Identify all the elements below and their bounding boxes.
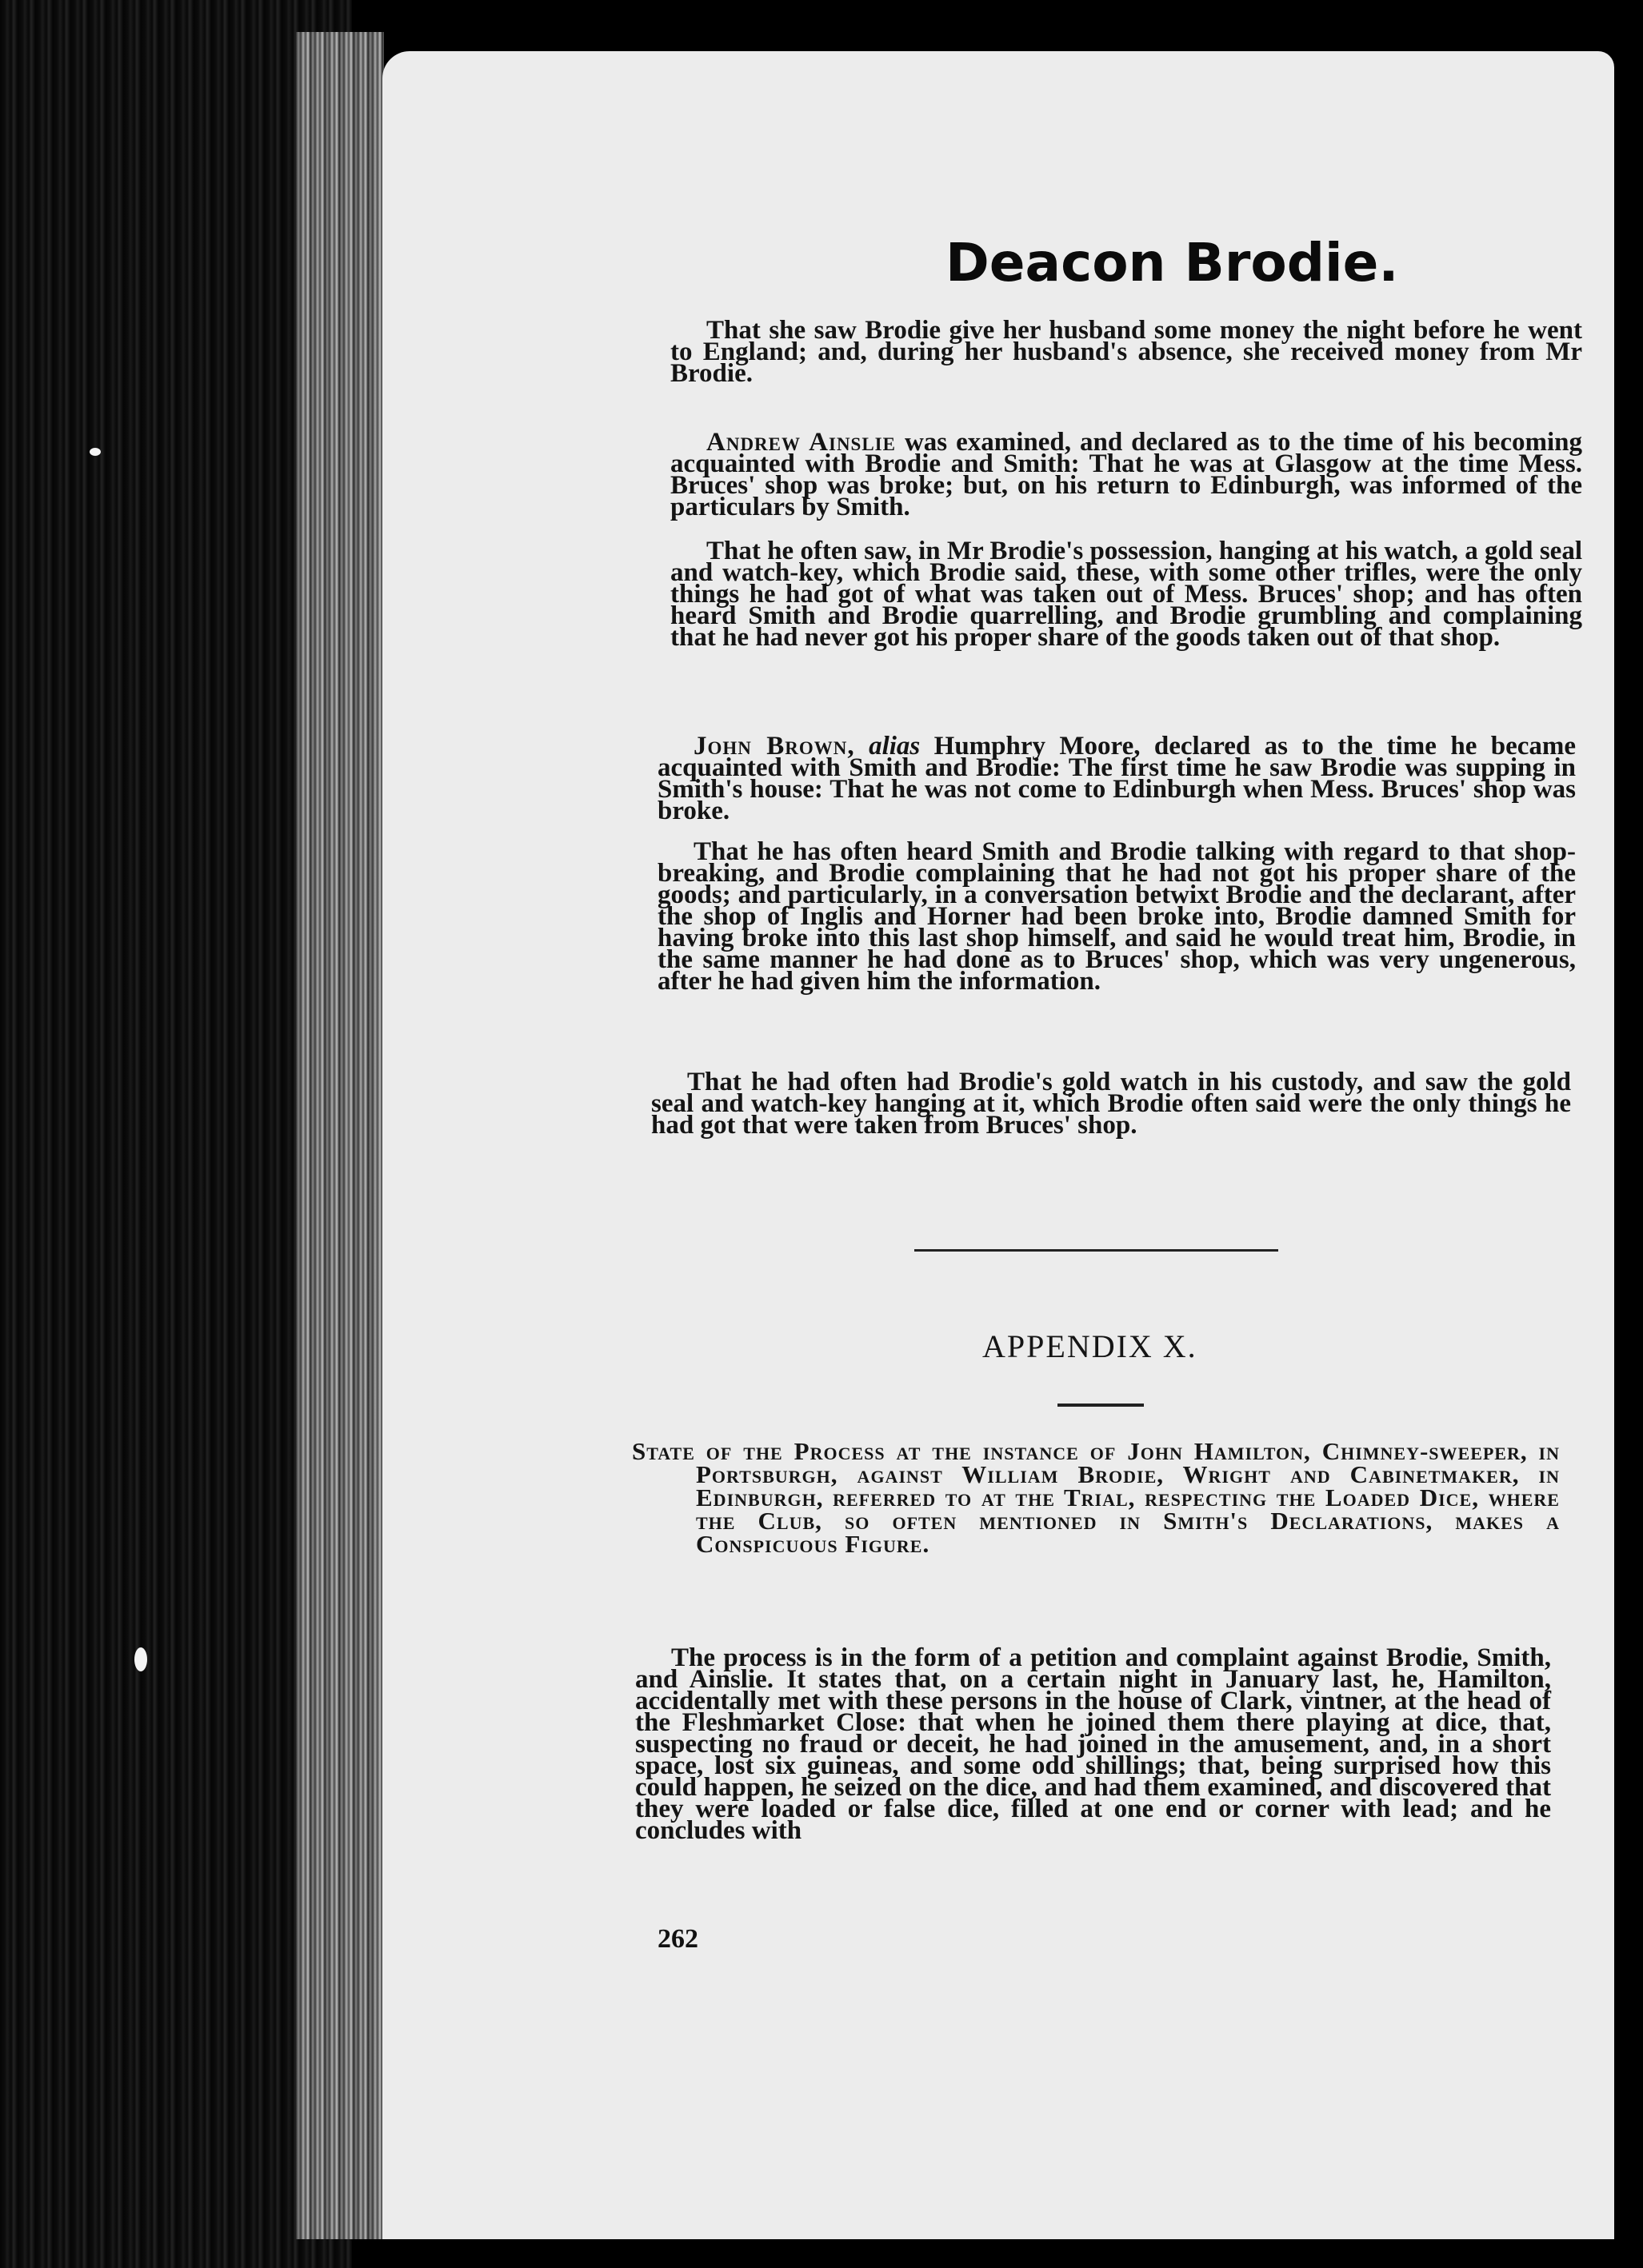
page-edges (296, 32, 384, 2239)
name-brown: John Brown, (694, 732, 855, 761)
appendix-heading: APPENDIX X. (982, 1328, 1197, 1364)
paragraph-ainslie-seal: That he often saw, in Mr Brodie's possession, hanging at his watch, a gold seal and watch-key, which Brodie said, these, with some other trifles, were the only things he had got of what was taken out of Mess. Bruces' shop; and has often heard Smith and Brodie quarrelling, and Brodie grumbling and complaining that he had never got his proper share of the goods taken out of that shop. (670, 537, 1582, 652)
paragraph-brown-watch: That he had often had Brodie's gold watch in his custody, and saw the gold seal and watch-key hanging at it, which Brodie often said were the only things he had got that were taken from Bruces' shop. (651, 1068, 1571, 1140)
paragraph-ainslie (670, 428, 1583, 521)
alias-word: alias (869, 732, 921, 761)
appendix-body: The process is in the form of a petition and complaint against Brodie, Smith, and Ainslie. It states that, on a certain night in January last, he, Hamilton, accidentally met with these persons in the house of Clark, vintner, at the head of the Fleshmarket Close: that when he joined them there playing at dice, that, suspecting no fraud or deceit, he had joined in the amusement, and, in a short space, lost six guineas, and some odd shillings; that, being surprised how this could happen, he seized on the dice, and had them examined, and discovered that they were loaded or false dice, filled at one end or corner with lead; and he concludes with (635, 1643, 1551, 1845)
running-title: Deacon Brodie. (945, 232, 1399, 293)
speck-mark (134, 1647, 147, 1671)
speck-mark (90, 448, 101, 456)
paragraph-brown-text: Humphry Moore, declared as to the time he became acquainted with Smith and Brodie: The first time he saw Brodie was supping in Smith's house: That he was not come to Edinburgh when Mess. Bruces' shop was broke. (658, 732, 1577, 825)
page-number: 262 (658, 1924, 698, 1954)
paragraph-ainslie-text: was examined, and declared as to the time of his becoming acquainted with Brodie and Smith: That he was at Glasgow at the time Mess. Bruces' shop was broke; but, on his return to Edinburgh, was informed of the particulars by Smith. (670, 428, 1583, 521)
appendix-summary: State of the Process at the instance of John Hamilton, Chimney-sweeper, in Portsburgh, against William Brodie, Wright and Cabinetmaker, in Edinburgh, referred to at the Trial, respecting the Loaded Dice, where the Club, so often mentioned in Smith's Declarations, makes a Conspicuous Figure. (632, 1437, 1560, 1558)
name-ainslie: Andrew Ainslie (706, 428, 896, 457)
heading-rule (1057, 1404, 1144, 1407)
paragraph-wife-testimony: That she saw Brodie give her husband some money the night before he went to England; and, during her husband's absence, she received money from Mr Brodie. (670, 316, 1582, 388)
section-divider (914, 1249, 1278, 1252)
paragraph-brown (658, 732, 1577, 825)
paragraph-brown-shopbreaking: That he has often heard Smith and Brodie talking with regard to that shop-breaking, and Brodie complaining that he had not got his proper share of the goods; and particularly, in a conversation betwixt Brodie and the declarant, after the shop of Inglis and Horner had been broke into, Brodie damned Smith for having broke into this last shop himself, and said he would treat him, Brodie, in the same manner he had done as to Bruces' shop, which was very ungenerous, after he had given him the information. (658, 837, 1576, 996)
